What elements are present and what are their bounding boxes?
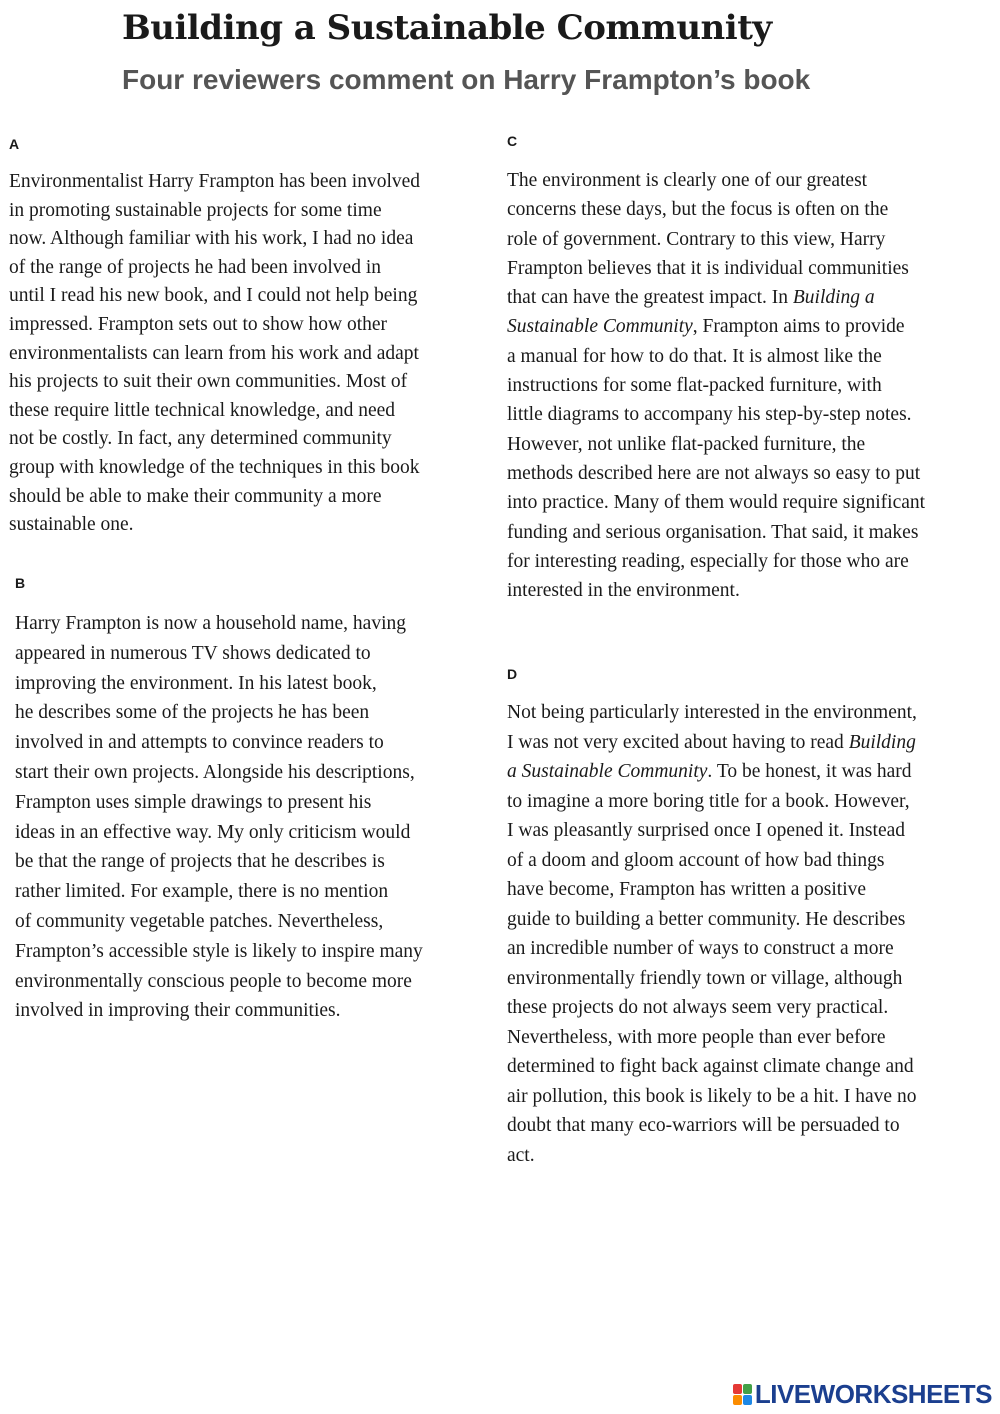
text-line: of community vegetable patches. Nevertheless,	[15, 910, 384, 932]
text-line: Frampton’s accessible style is likely to inspire many	[15, 940, 423, 962]
text-line: impressed. Frampton sets out to show how other	[9, 313, 388, 335]
text-line: involved in improving their communities.	[15, 1000, 341, 1022]
text-line: he describes some of the projects he has been	[15, 702, 370, 724]
book-title: Building	[848, 731, 916, 753]
text-line: involved in and attempts to convince readers to	[15, 732, 384, 754]
review-b	[15, 575, 495, 1026]
book-title: a Sustainable Community	[507, 761, 708, 782]
text-line: group with knowledge of the techniques in this book	[9, 456, 420, 478]
text-line: Environmentalist Harry Frampton has been involved	[9, 171, 421, 192]
text-line: The environment is clearly one of our greatest	[507, 170, 868, 191]
page-title: Building a Sustainable Community	[122, 8, 772, 48]
text-line: rather limited. For example, there is no mention	[15, 881, 389, 903]
text-line: not be costly. In fact, any determined community	[9, 428, 392, 450]
text-line: improving the environment. In his latest book,	[15, 672, 377, 694]
text-line: Harry Frampton is now a household name, having	[15, 613, 407, 634]
text-line: environmentalists can learn from his work and adapt	[9, 342, 419, 364]
text-line: an incredible number of ways to construct a more	[507, 938, 894, 959]
brand-name: LIVEWORKSHEETS	[754, 1379, 992, 1409]
text-line: guide to building a better community. He describes	[507, 908, 906, 930]
text-segment: , Frampton aims to provide	[692, 316, 905, 338]
liveworksheets-logo-icon	[733, 1384, 753, 1406]
text-line: these require little technical knowledge, and need	[9, 399, 396, 421]
text-line: role of government. Contrary to this view, Harry	[507, 228, 886, 250]
text-line: be that the range of projects that he describes is	[15, 851, 385, 873]
text-line: in promoting sustainable projects for some time	[9, 199, 382, 221]
text-line: concerns these days, but the focus is often on the	[507, 199, 889, 221]
text-line: until I read his new book, and I could not help being	[9, 285, 418, 307]
logo-block-green	[743, 1384, 752, 1394]
text-line: However, not unlike flat-packed furniture, the	[507, 433, 866, 455]
text-segment: . To be honest, it was hard	[707, 761, 912, 782]
text-line: air pollution, this book is likely to be a hit. I have no	[507, 1085, 917, 1107]
text-line: have become, Frampton has written a positive	[507, 879, 867, 900]
text-line: methods described here are not always so easy to put	[507, 462, 921, 484]
text-line: Not being particularly interested in the environment,	[507, 702, 917, 723]
text-line: funding and serious organisation. That said, it makes	[507, 521, 919, 543]
text-line: sustainable one.	[9, 514, 134, 536]
review-letter: C	[507, 133, 518, 149]
text-line	[507, 283, 992, 312]
review-letter: A	[9, 136, 20, 152]
liveworksheets-brand[interactable]	[733, 1379, 992, 1410]
logo-block-blue	[743, 1395, 752, 1405]
text-line: start their own projects. Alongside his descriptions,	[15, 761, 415, 783]
text-line: into practice. Many of them would require significant	[507, 492, 926, 514]
text-line: Nevertheless, with more people than ever before	[507, 1026, 886, 1048]
book-title: Building a	[792, 287, 875, 309]
text-line: of a doom and gloom account of how bad things	[507, 849, 885, 871]
text-line: now. Although familiar with his work, I had no idea	[9, 228, 414, 250]
review-a	[9, 136, 489, 540]
logo-block-red	[733, 1384, 742, 1394]
text-line: these projects do not always seem very practical.	[507, 997, 889, 1018]
text-line: doubt that many eco-warriors will be persuaded to	[507, 1115, 900, 1136]
book-title: Sustainable Community	[507, 316, 693, 338]
text-line	[507, 757, 992, 787]
text-line: determined to fight back against climate change and	[507, 1056, 914, 1077]
text-line: appeared in numerous TV shows dedicated to	[15, 642, 371, 664]
text-line: interested in the environment.	[507, 580, 740, 602]
text-line: environmentally conscious people to become more	[15, 970, 412, 992]
review-letter: D	[507, 666, 518, 682]
review-body	[15, 609, 495, 1026]
text-line: act.	[507, 1144, 535, 1166]
review-body	[507, 166, 992, 605]
text-line: Frampton believes that it is individual communities	[507, 257, 909, 279]
logo-block-orange	[733, 1395, 742, 1405]
review-c	[507, 133, 992, 605]
page-subtitle: Four reviewers comment on Harry Frampton’s book	[122, 64, 811, 95]
text-line: for interesting reading, especially for those who are	[507, 550, 909, 572]
review-d	[507, 666, 992, 1170]
text-segment: I was not very excited about having to read	[507, 731, 849, 753]
text-line: little diagrams to accompany his step-by-step notes.	[507, 404, 912, 426]
text-line: ideas in an effective way. My only criticism would	[15, 821, 411, 843]
text-line: of the range of projects he had been involved in	[9, 256, 381, 278]
text-segment: that can have the greatest impact. In	[507, 287, 793, 309]
text-line: Frampton uses simple drawings to present his	[15, 791, 372, 813]
text-line: to imagine a more boring title for a book. However,	[507, 790, 910, 812]
text-line: a manual for how to do that. It is almost like the	[507, 345, 882, 367]
text-line: I was pleasantly surprised once I opened it. Instead	[507, 820, 905, 841]
review-body	[507, 698, 992, 1170]
review-body	[9, 168, 489, 540]
text-line	[507, 312, 992, 341]
text-line: should be able to make their community a more	[9, 485, 382, 507]
text-line: environmentally friendly town or village, although	[507, 967, 903, 989]
text-line: his projects to suit their own communities. Most of	[9, 371, 408, 393]
text-line	[507, 728, 992, 758]
text-line: instructions for some flat-packed furniture, with	[507, 375, 882, 397]
review-letter: B	[15, 575, 26, 591]
